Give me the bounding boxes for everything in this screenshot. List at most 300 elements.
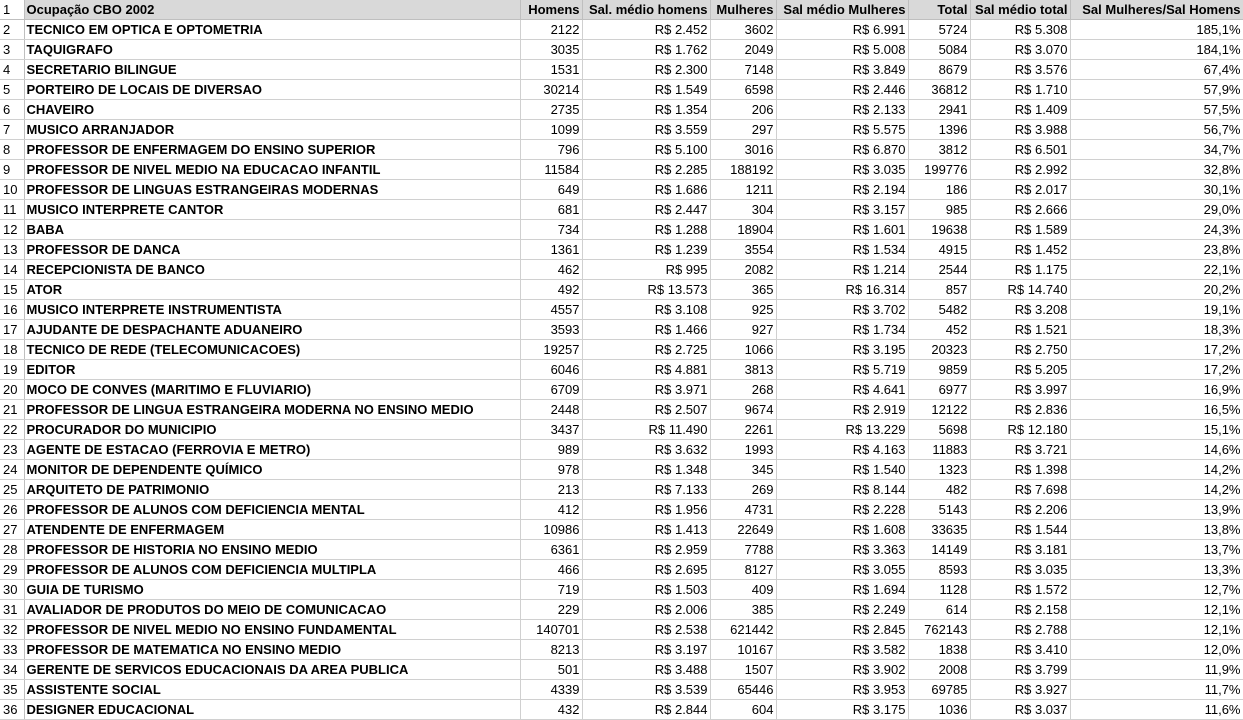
row-number[interactable]: 24 xyxy=(0,460,24,480)
cell-men-salary[interactable]: R$ 3.539 xyxy=(582,680,710,700)
cell-women[interactable]: 2261 xyxy=(710,420,776,440)
cell-women-salary[interactable]: R$ 1.534 xyxy=(776,240,908,260)
cell-ratio[interactable]: 14,6% xyxy=(1070,440,1243,460)
cell-occupation[interactable]: DESIGNER EDUCACIONAL xyxy=(24,700,520,720)
cell-total-salary[interactable]: R$ 3.576 xyxy=(970,60,1070,80)
cell-occupation[interactable]: TAQUIGRAFO xyxy=(24,40,520,60)
cell-total[interactable]: 2544 xyxy=(908,260,970,280)
cell-men-salary[interactable]: R$ 1.466 xyxy=(582,320,710,340)
cell-women-salary[interactable]: R$ 1.734 xyxy=(776,320,908,340)
cell-women[interactable]: 2049 xyxy=(710,40,776,60)
cell-women[interactable]: 2082 xyxy=(710,260,776,280)
cell-women[interactable]: 1993 xyxy=(710,440,776,460)
cell-occupation[interactable]: GUIA DE TURISMO xyxy=(24,580,520,600)
cell-women[interactable]: 9674 xyxy=(710,400,776,420)
cell-total-salary[interactable]: R$ 1.589 xyxy=(970,220,1070,240)
cell-men-salary[interactable]: R$ 3.971 xyxy=(582,380,710,400)
cell-men[interactable]: 649 xyxy=(520,180,582,200)
cell-occupation[interactable]: AGENTE DE ESTACAO (FERROVIA E METRO) xyxy=(24,440,520,460)
cell-total[interactable]: 14149 xyxy=(908,540,970,560)
cell-total-salary[interactable]: R$ 1.175 xyxy=(970,260,1070,280)
cell-women-salary[interactable]: R$ 3.702 xyxy=(776,300,908,320)
cell-women-salary[interactable]: R$ 5.008 xyxy=(776,40,908,60)
cell-total[interactable]: 11883 xyxy=(908,440,970,460)
row-number[interactable]: 25 xyxy=(0,480,24,500)
cell-women[interactable]: 1507 xyxy=(710,660,776,680)
cell-ratio[interactable]: 18,3% xyxy=(1070,320,1243,340)
cell-total[interactable]: 1036 xyxy=(908,700,970,720)
cell-ratio[interactable]: 56,7% xyxy=(1070,120,1243,140)
cell-men[interactable]: 11584 xyxy=(520,160,582,180)
cell-ratio[interactable]: 184,1% xyxy=(1070,40,1243,60)
cell-ratio[interactable]: 67,4% xyxy=(1070,60,1243,80)
cell-men-salary[interactable]: R$ 2.725 xyxy=(582,340,710,360)
cell-ratio[interactable]: 14,2% xyxy=(1070,460,1243,480)
cell-women[interactable]: 409 xyxy=(710,580,776,600)
cell-women[interactable]: 604 xyxy=(710,700,776,720)
cell-occupation[interactable]: PROFESSOR DE LINGUA ESTRANGEIRA MODERNA NO ENSINO MEDIO xyxy=(24,400,520,420)
row-number[interactable]: 19 xyxy=(0,360,24,380)
cell-women[interactable]: 6598 xyxy=(710,80,776,100)
cell-ratio[interactable]: 20,2% xyxy=(1070,280,1243,300)
cell-occupation[interactable]: MONITOR DE DEPENDENTE QUÍMICO xyxy=(24,460,520,480)
cell-women-salary[interactable]: R$ 16.314 xyxy=(776,280,908,300)
cell-occupation[interactable]: GERENTE DE SERVICOS EDUCACIONAIS DA AREA PUBLICA xyxy=(24,660,520,680)
cell-men[interactable]: 978 xyxy=(520,460,582,480)
cell-women[interactable]: 621442 xyxy=(710,620,776,640)
row-number[interactable]: 9 xyxy=(0,160,24,180)
cell-total[interactable]: 5482 xyxy=(908,300,970,320)
cell-women-salary[interactable]: R$ 4.641 xyxy=(776,380,908,400)
cell-occupation[interactable]: MUSICO INTERPRETE INSTRUMENTISTA xyxy=(24,300,520,320)
cell-men[interactable]: 734 xyxy=(520,220,582,240)
row-number[interactable]: 32 xyxy=(0,620,24,640)
row-number[interactable]: 11 xyxy=(0,200,24,220)
cell-total[interactable]: 614 xyxy=(908,600,970,620)
row-number[interactable]: 5 xyxy=(0,80,24,100)
cell-men-salary[interactable]: R$ 3.488 xyxy=(582,660,710,680)
cell-men[interactable]: 213 xyxy=(520,480,582,500)
cell-women[interactable]: 3813 xyxy=(710,360,776,380)
cell-total[interactable]: 33635 xyxy=(908,520,970,540)
cell-men[interactable]: 10986 xyxy=(520,520,582,540)
cell-ratio[interactable]: 30,1% xyxy=(1070,180,1243,200)
cell-men-salary[interactable]: R$ 7.133 xyxy=(582,480,710,500)
row-number[interactable]: 14 xyxy=(0,260,24,280)
cell-men[interactable]: 796 xyxy=(520,140,582,160)
cell-ratio[interactable]: 15,1% xyxy=(1070,420,1243,440)
cell-women-salary[interactable]: R$ 1.214 xyxy=(776,260,908,280)
row-number[interactable]: 36 xyxy=(0,700,24,720)
cell-occupation[interactable]: PORTEIRO DE LOCAIS DE DIVERSAO xyxy=(24,80,520,100)
cell-total-salary[interactable]: R$ 1.409 xyxy=(970,100,1070,120)
cell-total[interactable]: 452 xyxy=(908,320,970,340)
cell-total-salary[interactable]: R$ 14.740 xyxy=(970,280,1070,300)
cell-ratio[interactable]: 11,7% xyxy=(1070,680,1243,700)
cell-total-salary[interactable]: R$ 7.698 xyxy=(970,480,1070,500)
cell-men-salary[interactable]: R$ 2.695 xyxy=(582,560,710,580)
cell-women[interactable]: 8127 xyxy=(710,560,776,580)
cell-women[interactable]: 188192 xyxy=(710,160,776,180)
cell-men[interactable]: 19257 xyxy=(520,340,582,360)
cell-women[interactable]: 65446 xyxy=(710,680,776,700)
cell-total[interactable]: 9859 xyxy=(908,360,970,380)
cell-total-salary[interactable]: R$ 3.988 xyxy=(970,120,1070,140)
cell-men-salary[interactable]: R$ 1.288 xyxy=(582,220,710,240)
cell-total-salary[interactable]: R$ 3.927 xyxy=(970,680,1070,700)
cell-total[interactable]: 985 xyxy=(908,200,970,220)
cell-total-salary[interactable]: R$ 1.572 xyxy=(970,580,1070,600)
cell-total-salary[interactable]: R$ 1.452 xyxy=(970,240,1070,260)
cell-total-salary[interactable]: R$ 3.997 xyxy=(970,380,1070,400)
cell-women[interactable]: 297 xyxy=(710,120,776,140)
cell-men[interactable]: 3437 xyxy=(520,420,582,440)
row-number[interactable]: 12 xyxy=(0,220,24,240)
cell-total-salary[interactable]: R$ 2.158 xyxy=(970,600,1070,620)
cell-men[interactable]: 4339 xyxy=(520,680,582,700)
cell-ratio[interactable]: 12,0% xyxy=(1070,640,1243,660)
cell-women[interactable]: 7148 xyxy=(710,60,776,80)
cell-women-salary[interactable]: R$ 1.608 xyxy=(776,520,908,540)
cell-occupation[interactable]: PROCURADOR DO MUNICIPIO xyxy=(24,420,520,440)
cell-men[interactable]: 2122 xyxy=(520,20,582,40)
cell-total[interactable]: 199776 xyxy=(908,160,970,180)
cell-occupation[interactable]: PROFESSOR DE MATEMATICA NO ENSINO MEDIO xyxy=(24,640,520,660)
cell-women[interactable]: 10167 xyxy=(710,640,776,660)
cell-occupation[interactable]: PROFESSOR DE NIVEL MEDIO NO ENSINO FUNDAMENTAL xyxy=(24,620,520,640)
cell-ratio[interactable]: 17,2% xyxy=(1070,360,1243,380)
cell-men[interactable]: 412 xyxy=(520,500,582,520)
cell-women[interactable]: 206 xyxy=(710,100,776,120)
cell-men[interactable]: 466 xyxy=(520,560,582,580)
cell-total-salary[interactable]: R$ 2.992 xyxy=(970,160,1070,180)
row-number[interactable]: 16 xyxy=(0,300,24,320)
cell-total[interactable]: 3812 xyxy=(908,140,970,160)
cell-ratio[interactable]: 57,5% xyxy=(1070,100,1243,120)
cell-occupation[interactable]: PROFESSOR DE HISTORIA NO ENSINO MEDIO xyxy=(24,540,520,560)
row-number[interactable]: 29 xyxy=(0,560,24,580)
cell-total[interactable]: 5698 xyxy=(908,420,970,440)
row-number[interactable]: 20 xyxy=(0,380,24,400)
cell-women[interactable]: 304 xyxy=(710,200,776,220)
cell-men-salary[interactable]: R$ 1.354 xyxy=(582,100,710,120)
cell-women[interactable]: 365 xyxy=(710,280,776,300)
cell-men-salary[interactable]: R$ 2.300 xyxy=(582,60,710,80)
cell-total[interactable]: 2008 xyxy=(908,660,970,680)
cell-total-salary[interactable]: R$ 3.035 xyxy=(970,560,1070,580)
cell-men-salary[interactable]: R$ 1.503 xyxy=(582,580,710,600)
cell-occupation[interactable]: PROFESSOR DE ALUNOS COM DEFICIENCIA MENTAL xyxy=(24,500,520,520)
cell-men[interactable]: 681 xyxy=(520,200,582,220)
cell-men-salary[interactable]: R$ 11.490 xyxy=(582,420,710,440)
cell-women[interactable]: 3016 xyxy=(710,140,776,160)
cell-occupation[interactable]: MOCO DE CONVES (MARITIMO E FLUVIARIO) xyxy=(24,380,520,400)
cell-ratio[interactable]: 34,7% xyxy=(1070,140,1243,160)
cell-ratio[interactable]: 13,3% xyxy=(1070,560,1243,580)
cell-men-salary[interactable]: R$ 2.452 xyxy=(582,20,710,40)
cell-men-salary[interactable]: R$ 3.632 xyxy=(582,440,710,460)
cell-total[interactable]: 12122 xyxy=(908,400,970,420)
cell-occupation[interactable]: ASSISTENTE SOCIAL xyxy=(24,680,520,700)
row-number[interactable]: 7 xyxy=(0,120,24,140)
cell-women-salary[interactable]: R$ 6.870 xyxy=(776,140,908,160)
cell-women-salary[interactable]: R$ 2.228 xyxy=(776,500,908,520)
row-number[interactable]: 8 xyxy=(0,140,24,160)
cell-men-salary[interactable]: R$ 2.959 xyxy=(582,540,710,560)
cell-occupation[interactable]: ATOR xyxy=(24,280,520,300)
cell-ratio[interactable]: 13,9% xyxy=(1070,500,1243,520)
row-number[interactable]: 28 xyxy=(0,540,24,560)
cell-men[interactable]: 3035 xyxy=(520,40,582,60)
cell-total[interactable]: 5724 xyxy=(908,20,970,40)
row-number[interactable]: 13 xyxy=(0,240,24,260)
cell-total[interactable]: 482 xyxy=(908,480,970,500)
cell-women-salary[interactable]: R$ 13.229 xyxy=(776,420,908,440)
row-number[interactable]: 30 xyxy=(0,580,24,600)
cell-women[interactable]: 7788 xyxy=(710,540,776,560)
column-header-ratio[interactable]: Sal Mulheres/Sal Homens xyxy=(1070,0,1243,20)
cell-ratio[interactable]: 29,0% xyxy=(1070,200,1243,220)
cell-women-salary[interactable]: R$ 3.953 xyxy=(776,680,908,700)
cell-women[interactable]: 22649 xyxy=(710,520,776,540)
cell-women-salary[interactable]: R$ 2.194 xyxy=(776,180,908,200)
cell-men-salary[interactable]: R$ 2.507 xyxy=(582,400,710,420)
cell-women-salary[interactable]: R$ 3.195 xyxy=(776,340,908,360)
cell-occupation[interactable]: PROFESSOR DE ALUNOS COM DEFICIENCIA MULTIPLA xyxy=(24,560,520,580)
cell-occupation[interactable]: TECNICO EM OPTICA E OPTOMETRIA xyxy=(24,20,520,40)
cell-men-salary[interactable]: R$ 1.956 xyxy=(582,500,710,520)
cell-men-salary[interactable]: R$ 1.413 xyxy=(582,520,710,540)
cell-women-salary[interactable]: R$ 3.902 xyxy=(776,660,908,680)
cell-ratio[interactable]: 12,1% xyxy=(1070,620,1243,640)
cell-women-salary[interactable]: R$ 1.601 xyxy=(776,220,908,240)
row-number[interactable]: 35 xyxy=(0,680,24,700)
column-header-women-salary[interactable]: Sal médio Mulheres xyxy=(776,0,908,20)
cell-men[interactable]: 30214 xyxy=(520,80,582,100)
cell-total[interactable]: 19638 xyxy=(908,220,970,240)
cell-total-salary[interactable]: R$ 2.666 xyxy=(970,200,1070,220)
cell-occupation[interactable]: MUSICO ARRANJADOR xyxy=(24,120,520,140)
column-header-total-salary[interactable]: Sal médio total xyxy=(970,0,1070,20)
cell-ratio[interactable]: 22,1% xyxy=(1070,260,1243,280)
column-header-women[interactable]: Mulheres xyxy=(710,0,776,20)
cell-men-salary[interactable]: R$ 1.239 xyxy=(582,240,710,260)
cell-men-salary[interactable]: R$ 1.348 xyxy=(582,460,710,480)
cell-ratio[interactable]: 16,5% xyxy=(1070,400,1243,420)
cell-women-salary[interactable]: R$ 8.144 xyxy=(776,480,908,500)
cell-women-salary[interactable]: R$ 4.163 xyxy=(776,440,908,460)
cell-women-salary[interactable]: R$ 3.363 xyxy=(776,540,908,560)
cell-women[interactable]: 3554 xyxy=(710,240,776,260)
cell-men-salary[interactable]: R$ 2.285 xyxy=(582,160,710,180)
cell-occupation[interactable]: PROFESSOR DE LINGUAS ESTRANGEIRAS MODERNAS xyxy=(24,180,520,200)
cell-total-salary[interactable]: R$ 3.410 xyxy=(970,640,1070,660)
cell-men-salary[interactable]: R$ 4.881 xyxy=(582,360,710,380)
cell-occupation[interactable]: ARQUITETO DE PATRIMONIO xyxy=(24,480,520,500)
cell-total[interactable]: 5143 xyxy=(908,500,970,520)
cell-men-salary[interactable]: R$ 1.549 xyxy=(582,80,710,100)
cell-total[interactable]: 5084 xyxy=(908,40,970,60)
cell-occupation[interactable]: PROFESSOR DE NIVEL MEDIO NA EDUCACAO INFANTIL xyxy=(24,160,520,180)
cell-women[interactable]: 925 xyxy=(710,300,776,320)
cell-total[interactable]: 2941 xyxy=(908,100,970,120)
cell-occupation[interactable]: PROFESSOR DE ENFERMAGEM DO ENSINO SUPERIOR xyxy=(24,140,520,160)
cell-total-salary[interactable]: R$ 3.181 xyxy=(970,540,1070,560)
cell-occupation[interactable]: TECNICO DE REDE (TELECOMUNICACOES) xyxy=(24,340,520,360)
cell-ratio[interactable]: 16,9% xyxy=(1070,380,1243,400)
cell-total[interactable]: 1323 xyxy=(908,460,970,480)
cell-men[interactable]: 1361 xyxy=(520,240,582,260)
cell-total-salary[interactable]: R$ 3.037 xyxy=(970,700,1070,720)
cell-women[interactable]: 385 xyxy=(710,600,776,620)
cell-total-salary[interactable]: R$ 5.308 xyxy=(970,20,1070,40)
cell-women[interactable]: 4731 xyxy=(710,500,776,520)
cell-ratio[interactable]: 13,8% xyxy=(1070,520,1243,540)
cell-women[interactable]: 1066 xyxy=(710,340,776,360)
cell-men[interactable]: 501 xyxy=(520,660,582,680)
cell-total-salary[interactable]: R$ 2.750 xyxy=(970,340,1070,360)
cell-women-salary[interactable]: R$ 6.991 xyxy=(776,20,908,40)
cell-total-salary[interactable]: R$ 3.208 xyxy=(970,300,1070,320)
row-number[interactable]: 34 xyxy=(0,660,24,680)
column-header-occupation[interactable]: Ocupação CBO 2002 xyxy=(24,0,520,20)
row-number[interactable]: 31 xyxy=(0,600,24,620)
cell-men-salary[interactable]: R$ 2.006 xyxy=(582,600,710,620)
cell-women-salary[interactable]: R$ 2.919 xyxy=(776,400,908,420)
cell-ratio[interactable]: 12,1% xyxy=(1070,600,1243,620)
cell-total-salary[interactable]: R$ 12.180 xyxy=(970,420,1070,440)
cell-men-salary[interactable]: R$ 995 xyxy=(582,260,710,280)
cell-occupation[interactable]: EDITOR xyxy=(24,360,520,380)
cell-men[interactable]: 989 xyxy=(520,440,582,460)
cell-total-salary[interactable]: R$ 3.799 xyxy=(970,660,1070,680)
cell-men-salary[interactable]: R$ 13.573 xyxy=(582,280,710,300)
cell-men[interactable]: 432 xyxy=(520,700,582,720)
row-number[interactable]: 17 xyxy=(0,320,24,340)
cell-women-salary[interactable]: R$ 2.249 xyxy=(776,600,908,620)
row-number[interactable]: 1 xyxy=(0,0,24,20)
column-header-men-salary[interactable]: Sal. médio homens xyxy=(582,0,710,20)
cell-total[interactable]: 8593 xyxy=(908,560,970,580)
cell-total[interactable]: 20323 xyxy=(908,340,970,360)
cell-total-salary[interactable]: R$ 2.788 xyxy=(970,620,1070,640)
cell-ratio[interactable]: 13,7% xyxy=(1070,540,1243,560)
cell-men-salary[interactable]: R$ 2.844 xyxy=(582,700,710,720)
cell-total[interactable]: 8679 xyxy=(908,60,970,80)
cell-men[interactable]: 6709 xyxy=(520,380,582,400)
cell-men[interactable]: 2735 xyxy=(520,100,582,120)
cell-men[interactable]: 1531 xyxy=(520,60,582,80)
cell-total-salary[interactable]: R$ 3.070 xyxy=(970,40,1070,60)
cell-men[interactable]: 6046 xyxy=(520,360,582,380)
cell-occupation[interactable]: BABA xyxy=(24,220,520,240)
cell-women-salary[interactable]: R$ 3.849 xyxy=(776,60,908,80)
row-number[interactable]: 33 xyxy=(0,640,24,660)
cell-occupation[interactable]: AVALIADOR DE PRODUTOS DO MEIO DE COMUNICACAO xyxy=(24,600,520,620)
cell-men-salary[interactable]: R$ 1.686 xyxy=(582,180,710,200)
cell-ratio[interactable]: 17,2% xyxy=(1070,340,1243,360)
cell-men[interactable]: 719 xyxy=(520,580,582,600)
cell-men[interactable]: 4557 xyxy=(520,300,582,320)
cell-women-salary[interactable]: R$ 3.175 xyxy=(776,700,908,720)
cell-men[interactable]: 1099 xyxy=(520,120,582,140)
cell-women[interactable]: 3602 xyxy=(710,20,776,40)
cell-total[interactable]: 186 xyxy=(908,180,970,200)
row-number[interactable]: 26 xyxy=(0,500,24,520)
column-header-total[interactable]: Total xyxy=(908,0,970,20)
cell-ratio[interactable]: 11,6% xyxy=(1070,700,1243,720)
cell-men[interactable]: 492 xyxy=(520,280,582,300)
cell-women-salary[interactable]: R$ 2.446 xyxy=(776,80,908,100)
cell-total[interactable]: 1396 xyxy=(908,120,970,140)
cell-ratio[interactable]: 185,1% xyxy=(1070,20,1243,40)
cell-men-salary[interactable]: R$ 3.108 xyxy=(582,300,710,320)
cell-occupation[interactable]: MUSICO INTERPRETE CANTOR xyxy=(24,200,520,220)
cell-total[interactable]: 6977 xyxy=(908,380,970,400)
cell-total-salary[interactable]: R$ 1.710 xyxy=(970,80,1070,100)
row-number[interactable]: 2 xyxy=(0,20,24,40)
cell-total-salary[interactable]: R$ 1.544 xyxy=(970,520,1070,540)
row-number[interactable]: 18 xyxy=(0,340,24,360)
cell-men-salary[interactable]: R$ 3.559 xyxy=(582,120,710,140)
cell-occupation[interactable]: AJUDANTE DE DESPACHANTE ADUANEIRO xyxy=(24,320,520,340)
cell-women-salary[interactable]: R$ 2.845 xyxy=(776,620,908,640)
cell-men[interactable]: 8213 xyxy=(520,640,582,660)
row-number[interactable]: 4 xyxy=(0,60,24,80)
cell-ratio[interactable]: 11,9% xyxy=(1070,660,1243,680)
row-number[interactable]: 22 xyxy=(0,420,24,440)
cell-total-salary[interactable]: R$ 2.206 xyxy=(970,500,1070,520)
cell-women-salary[interactable]: R$ 1.540 xyxy=(776,460,908,480)
cell-total-salary[interactable]: R$ 3.721 xyxy=(970,440,1070,460)
cell-occupation[interactable]: ATENDENTE DE ENFERMAGEM xyxy=(24,520,520,540)
cell-total-salary[interactable]: R$ 5.205 xyxy=(970,360,1070,380)
cell-total-salary[interactable]: R$ 2.836 xyxy=(970,400,1070,420)
cell-women[interactable]: 269 xyxy=(710,480,776,500)
cell-women[interactable]: 927 xyxy=(710,320,776,340)
cell-men[interactable]: 3593 xyxy=(520,320,582,340)
cell-total-salary[interactable]: R$ 1.521 xyxy=(970,320,1070,340)
cell-women[interactable]: 268 xyxy=(710,380,776,400)
row-number[interactable]: 15 xyxy=(0,280,24,300)
cell-men-salary[interactable]: R$ 2.538 xyxy=(582,620,710,640)
cell-ratio[interactable]: 12,7% xyxy=(1070,580,1243,600)
cell-men-salary[interactable]: R$ 5.100 xyxy=(582,140,710,160)
cell-ratio[interactable]: 19,1% xyxy=(1070,300,1243,320)
cell-ratio[interactable]: 57,9% xyxy=(1070,80,1243,100)
cell-total[interactable]: 857 xyxy=(908,280,970,300)
cell-ratio[interactable]: 23,8% xyxy=(1070,240,1243,260)
cell-total-salary[interactable]: R$ 6.501 xyxy=(970,140,1070,160)
cell-occupation[interactable]: CHAVEIRO xyxy=(24,100,520,120)
cell-total[interactable]: 762143 xyxy=(908,620,970,640)
cell-men[interactable]: 140701 xyxy=(520,620,582,640)
column-header-men[interactable]: Homens xyxy=(520,0,582,20)
cell-women[interactable]: 18904 xyxy=(710,220,776,240)
cell-women-salary[interactable]: R$ 2.133 xyxy=(776,100,908,120)
cell-men-salary[interactable]: R$ 1.762 xyxy=(582,40,710,60)
cell-men-salary[interactable]: R$ 3.197 xyxy=(582,640,710,660)
cell-women-salary[interactable]: R$ 3.157 xyxy=(776,200,908,220)
cell-ratio[interactable]: 14,2% xyxy=(1070,480,1243,500)
cell-total[interactable]: 69785 xyxy=(908,680,970,700)
cell-women[interactable]: 1211 xyxy=(710,180,776,200)
cell-men[interactable]: 6361 xyxy=(520,540,582,560)
cell-total-salary[interactable]: R$ 1.398 xyxy=(970,460,1070,480)
cell-total-salary[interactable]: R$ 2.017 xyxy=(970,180,1070,200)
cell-occupation[interactable]: RECEPCIONISTA DE BANCO xyxy=(24,260,520,280)
cell-total[interactable]: 1128 xyxy=(908,580,970,600)
